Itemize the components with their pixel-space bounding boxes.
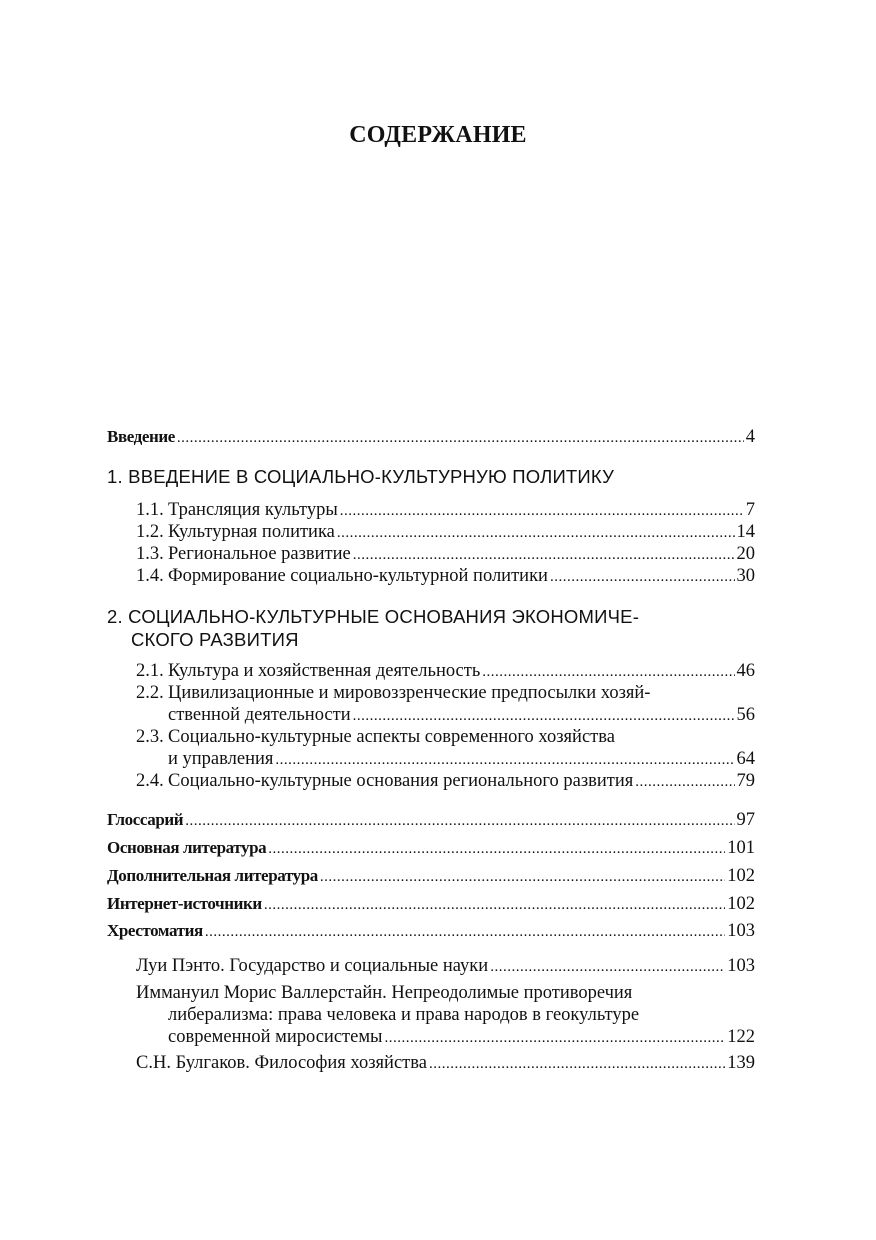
toc-entry-2-2[interactable] <box>136 682 650 704</box>
toc-entry-label: Хрестоматия <box>107 921 203 940</box>
dot-leader <box>268 838 725 860</box>
section-number: 2.2. <box>136 683 164 703</box>
toc-entry-additional-literature[interactable] <box>107 865 755 888</box>
dot-leader <box>205 921 725 943</box>
toc-entry-reader-1[interactable] <box>136 955 755 978</box>
dot-leader <box>353 705 735 727</box>
section-number: 1.4. <box>136 566 164 586</box>
toc-entry-1-1[interactable] <box>136 499 755 522</box>
toc-entry-page: 102 <box>727 866 755 886</box>
dot-leader <box>353 544 735 566</box>
toc-entry-page: 122 <box>727 1027 755 1047</box>
toc-entry-internet-sources[interactable] <box>107 893 755 916</box>
chapter-2-heading[interactable]: 2. СОЦИАЛЬНО-КУЛЬТУРНЫЕ ОСНОВАНИЯ ЭКОНОМИЧЕ- <box>107 606 640 627</box>
toc-entry-label: ственной деятельности <box>168 705 351 725</box>
toc-entry-label: Цивилизационные и мировоззренческие предпосылки хозяй- <box>168 683 651 703</box>
toc-entry-page: 7 <box>745 500 755 520</box>
toc-entry-label: Основная литература <box>107 838 267 857</box>
toc-entry-page: 79 <box>736 771 755 791</box>
dot-leader <box>185 810 734 832</box>
toc-entry-2-4[interactable] <box>136 770 755 793</box>
toc-entry-label: Луи Пэнто. Государство и социальные науки <box>136 956 489 976</box>
toc-entry-page: 97 <box>736 810 755 830</box>
dot-leader <box>264 894 725 916</box>
toc-entry-main-literature[interactable] <box>107 837 755 860</box>
dot-leader <box>275 749 734 771</box>
toc-entry-label: Трансляция культуры <box>168 500 338 520</box>
toc-entry-page: 103 <box>727 921 755 941</box>
chapter-2-heading-continued: СКОГО РАЗВИТИЯ <box>131 629 299 650</box>
toc-entry-page: 101 <box>727 838 755 858</box>
toc-entry-label: Социально-культурные основания регионального развития <box>168 771 634 791</box>
toc-entry-page: 56 <box>736 705 755 725</box>
toc-entry-page: 20 <box>736 544 755 564</box>
toc-entry-label: Культурная политика <box>168 522 335 542</box>
toc-entry-label: Интернет-источники <box>107 894 262 913</box>
toc-entry-1-2[interactable] <box>136 521 755 544</box>
toc-entry-glossary[interactable] <box>107 809 755 832</box>
toc-entry-2-3[interactable] <box>136 726 615 748</box>
toc-entry-label: Региональное развитие <box>168 544 351 564</box>
section-number: 2.4. <box>136 771 164 791</box>
toc-entry-label: и управления <box>168 749 274 769</box>
toc-entry-intro[interactable] <box>107 426 755 449</box>
dot-leader <box>320 866 725 888</box>
dot-leader <box>177 427 744 449</box>
section-number: 1.2. <box>136 522 164 542</box>
dot-leader <box>550 566 735 588</box>
toc-entry-reader-3[interactable] <box>136 1052 755 1075</box>
toc-entry-2-1[interactable] <box>136 660 755 683</box>
toc-entry-page: 103 <box>727 956 755 976</box>
toc-entry-label: Формирование социально-культурной политики <box>168 566 548 586</box>
toc-entry-page: 30 <box>736 566 755 586</box>
section-number: 1.1. <box>136 500 164 520</box>
toc-entry-page: 139 <box>727 1053 755 1073</box>
toc-entry-page: 46 <box>736 661 755 681</box>
toc-entry-label: Социально-культурные аспекты современного хозяйства <box>168 727 615 747</box>
toc-entry-2-3-continued[interactable] <box>168 748 755 771</box>
toc-entry-2-2-continued[interactable] <box>168 704 755 727</box>
dot-leader <box>429 1053 725 1075</box>
toc-entry-page: 4 <box>745 427 755 447</box>
toc-entry-label: Глоссарий <box>107 810 184 829</box>
section-number: 1.3. <box>136 544 164 564</box>
dot-leader <box>482 661 734 683</box>
section-number: 2.3. <box>136 727 164 747</box>
dot-leader <box>490 956 725 978</box>
page-title: СОДЕРЖАНИЕ <box>349 122 527 148</box>
toc-entry-1-3[interactable] <box>136 543 755 566</box>
toc-entry-reader[interactable] <box>107 920 755 943</box>
toc-entry-reader-2[interactable]: Иммануил Морис Валлерстайн. Непреодолимые противоречия <box>136 983 633 1003</box>
toc-entry-reader-2-last-line[interactable] <box>168 1026 755 1049</box>
toc-entry-label: Введение <box>107 427 175 446</box>
toc-entry-page: 64 <box>736 749 755 769</box>
chapter-1-heading[interactable]: 1. ВВЕДЕНИЕ В СОЦИАЛЬНО-КУЛЬТУРНУЮ ПОЛИТИКУ <box>107 466 615 487</box>
toc-entry-label: С.Н. Булгаков. Философия хозяйства <box>136 1053 427 1073</box>
toc-entry-reader-2-continued: либерализма: права человека и права народов в геокультуре <box>168 1005 640 1025</box>
dot-leader <box>635 771 734 793</box>
toc-entry-page: 102 <box>727 894 755 914</box>
toc-entry-label: Культура и хозяйственная деятельность <box>168 661 481 681</box>
section-number: 2.1. <box>136 661 164 681</box>
dot-leader <box>337 522 735 544</box>
toc-entry-1-4[interactable] <box>136 565 755 588</box>
dot-leader <box>384 1027 725 1049</box>
toc-entry-page: 14 <box>736 522 755 542</box>
toc-entry-label: современной миросистемы <box>168 1027 383 1047</box>
toc-entry-label: Дополнительная литература <box>107 866 318 885</box>
dot-leader <box>340 500 744 522</box>
